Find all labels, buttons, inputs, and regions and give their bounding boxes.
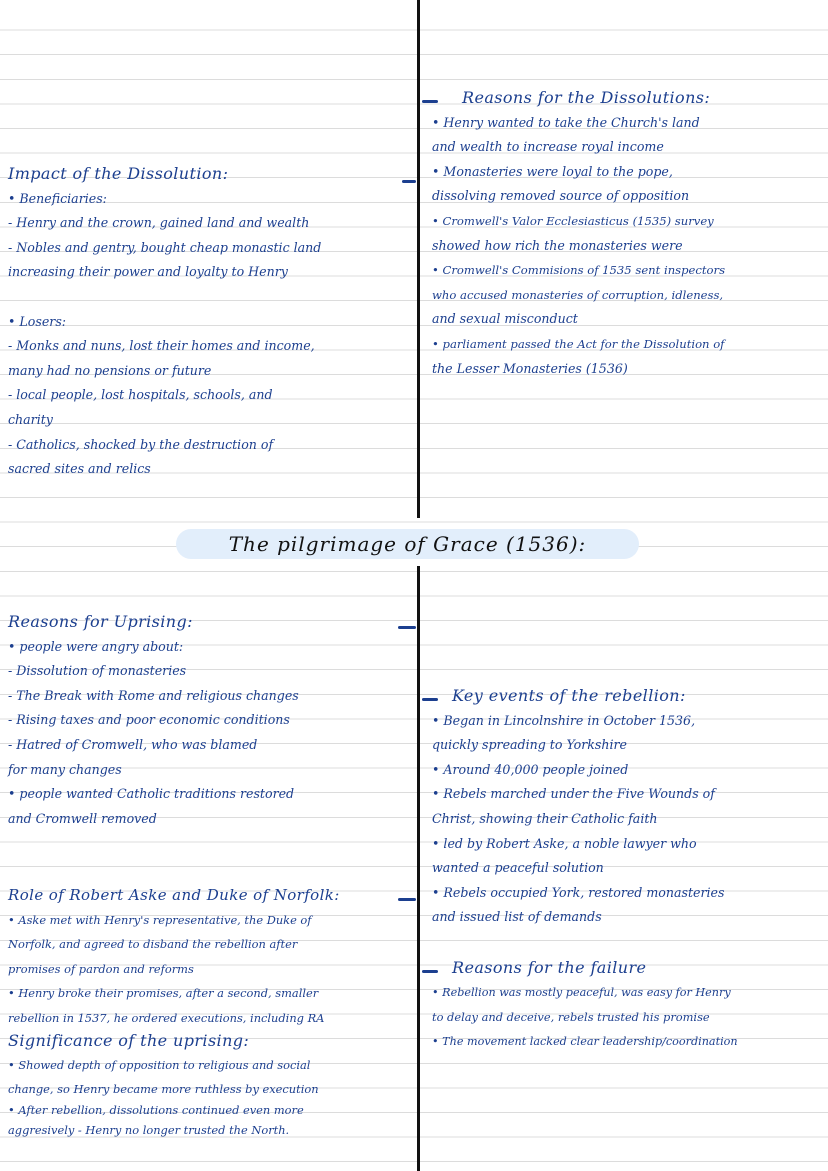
note-line: - Nobles and gentry, bought cheap monastic land (8, 239, 322, 255)
failure-reasons-section (432, 956, 826, 1054)
section-heading: Reasons for Uprising: (8, 612, 193, 631)
uprising-reasons-section (8, 610, 413, 831)
page-title: The pilgrimage of Grace (1536): (228, 532, 587, 556)
note-line: • Beneficiaries: (8, 190, 107, 206)
note-line: sacred sites and relics (8, 461, 151, 477)
note-line: - Dissolution of monasteries (8, 663, 187, 679)
note-line: • Henry broke their promises, after a second, smaller (8, 986, 319, 1001)
key-events-section (432, 684, 826, 930)
note-line: for many changes (8, 761, 122, 777)
note-line: - The Break with Rome and religious changes (8, 687, 299, 703)
note-line: and Cromwell removed (8, 810, 157, 826)
note-line: showed how rich the monasteries were (432, 237, 683, 253)
note-line: increasing their power and loyalty to Henry (8, 264, 288, 280)
note-line: • people were angry about: (8, 638, 184, 654)
note-line: • Henry wanted to take the Church's land (432, 114, 700, 130)
note-line: - Hatred of Cromwell, who was blamed (8, 736, 258, 752)
note-line: rebellion in 1537, he ordered executions, including RA (8, 1010, 325, 1025)
note-line: • Rebels occupied York, restored monasteries (432, 884, 725, 900)
dissolution-impact-section (8, 162, 413, 482)
note-line: • Cromwell's Valor Ecclesiasticus (1535) survey (432, 213, 714, 228)
note-line: and sexual misconduct (432, 311, 578, 327)
page-divider-bottom (417, 566, 420, 1171)
note-line: • parliament passed the Act for the Dissolution of (432, 336, 725, 351)
section-heading: Key events of the rebellion: (452, 686, 686, 705)
note-line: • Losers: (8, 313, 67, 329)
note-line: • people wanted Catholic traditions restored (8, 786, 295, 802)
note-line: quickly spreading to Yorkshire (432, 737, 627, 753)
note-line: charity (8, 411, 53, 427)
note-line: and issued list of demands (432, 909, 602, 925)
note-line: • Cromwell's Commisions of 1535 sent inspectors (432, 263, 726, 278)
note-line: - local people, lost hospitals, schools, and (8, 387, 273, 403)
note-line: • Aske met with Henry's representative, the Duke of (8, 912, 312, 927)
section-heading: Role of Robert Aske and Duke of Norfolk: (8, 886, 340, 904)
note-line: - Henry and the crown, gained land and wealth (8, 215, 310, 231)
note-line: Christ, showing their Catholic faith (432, 810, 658, 826)
note-line: change, so Henry became more ruthless by execution (8, 1082, 319, 1096)
note-line: who accused monasteries of corruption, idleness, (432, 287, 724, 302)
section-heading: Impact of the Dissolution: (8, 164, 229, 183)
note-line: • Began in Lincolnshire in October 1536, (432, 712, 696, 728)
section-heading: Reasons for the failure (452, 958, 647, 977)
section-heading: Significance of the uprising: (8, 1031, 250, 1050)
note-line: wanted a peaceful solution (432, 860, 604, 876)
note-line: the Lesser Monasteries (1536) (432, 360, 628, 376)
aske-norfolk-role-section (8, 883, 413, 1031)
note-line: • led by Robert Aske, a noble lawyer who (432, 835, 697, 851)
note-line: and wealth to increase royal income (432, 139, 664, 155)
pilgrimage-title-banner (176, 529, 639, 559)
note-line: • Around 40,000 people joined (432, 761, 629, 777)
note-line: aggresively - Henry no longer trusted the North. (8, 1123, 290, 1137)
note-line: many had no pensions or future (8, 362, 212, 378)
page-divider-top (417, 0, 420, 518)
note-line: to delay and deceive, rebels trusted his promise (432, 1010, 710, 1025)
dissolution-reasons-section (432, 86, 826, 381)
note-line: Norfolk, and agreed to disband the rebellion after (8, 937, 298, 952)
note-line: promises of pardon and reforms (8, 961, 194, 976)
note-line: • The movement lacked clear leadership/coordination (432, 1034, 738, 1048)
note-line: • Rebellion was mostly peaceful, was easy for Henry (432, 985, 731, 999)
note-line: • Showed depth of opposition to religious and social (8, 1058, 311, 1072)
uprising-significance-section (8, 1030, 413, 1140)
note-line: • Monasteries were loyal to the pope, (432, 163, 673, 179)
note-line: - Rising taxes and poor economic conditions (8, 712, 290, 728)
section-heading: Reasons for the Dissolutions: (462, 88, 711, 107)
blank-line (8, 285, 413, 310)
note-line: - Monks and nuns, lost their homes and income, (8, 338, 315, 354)
note-line: • After rebellion, dissolutions continued even more (8, 1103, 304, 1117)
note-line: - Catholics, shocked by the destruction of (8, 436, 274, 452)
note-line: • Rebels marched under the Five Wounds of (432, 786, 715, 802)
note-line: dissolving removed source of opposition (432, 188, 690, 204)
